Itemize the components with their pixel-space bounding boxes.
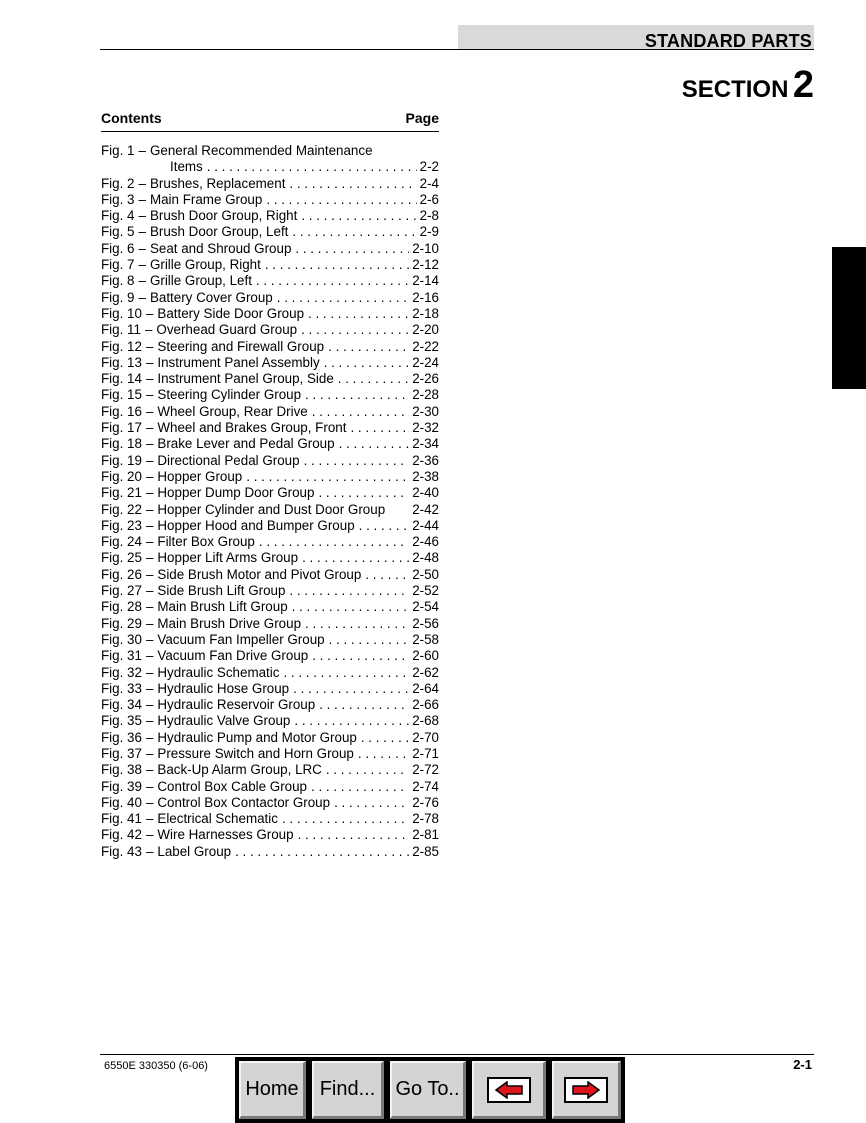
toc-figure-number: Fig. 23 bbox=[101, 517, 142, 533]
toc-page-number: 2-85 bbox=[412, 843, 439, 859]
toc-title: Label Group bbox=[157, 843, 232, 859]
toc-figure-number: Fig. 3 bbox=[101, 191, 135, 207]
toc-entry[interactable] bbox=[101, 795, 439, 811]
toc-leader-dots bbox=[265, 257, 409, 273]
toc-entry[interactable] bbox=[101, 632, 439, 648]
toc-figure-number: Fig. 9 bbox=[101, 289, 135, 305]
toc-title: Main Brush Lift Group bbox=[157, 599, 288, 615]
toc-entry[interactable] bbox=[101, 436, 439, 452]
toc-leader-dots bbox=[308, 306, 409, 322]
home-button[interactable]: Home bbox=[239, 1061, 306, 1119]
toc-entry[interactable] bbox=[101, 779, 439, 795]
toc-dash: – bbox=[145, 697, 154, 713]
toc-dash: – bbox=[145, 485, 154, 501]
toc-title: Wheel and Brakes Group, Front bbox=[157, 420, 347, 436]
toc-leader-dots bbox=[301, 322, 409, 338]
toc-entry[interactable] bbox=[101, 665, 439, 681]
toc-dash: – bbox=[145, 436, 154, 452]
toc-title: Hopper Dump Door Group bbox=[157, 485, 315, 501]
toc-leader-dots bbox=[319, 697, 409, 713]
toc-title: Hydraulic Pump and Motor Group bbox=[157, 729, 357, 745]
toc-dash: – bbox=[145, 615, 154, 631]
toc-figure-number: Fig. 31 bbox=[101, 648, 142, 664]
toc-title: Brush Door Group, Left bbox=[149, 224, 289, 240]
toc-leader-dots bbox=[266, 192, 416, 208]
toc-leader-dots bbox=[207, 159, 417, 175]
toc-title: Steering Cylinder Group bbox=[157, 387, 302, 403]
toc-page-number: 2-76 bbox=[412, 794, 439, 810]
back-button[interactable] bbox=[472, 1061, 546, 1119]
toc-entry[interactable] bbox=[101, 534, 439, 550]
toc-entry[interactable] bbox=[101, 453, 439, 469]
toc-leader-dots bbox=[324, 355, 410, 371]
footer-rule bbox=[100, 1054, 814, 1055]
toc-figure-number: Fig. 17 bbox=[101, 420, 142, 436]
section-word: SECTION bbox=[681, 76, 789, 103]
toc-page-number: 2-64 bbox=[412, 680, 439, 696]
toc-figure-number: Fig. 42 bbox=[101, 827, 142, 843]
toc-title: Vacuum Fan Impeller Group bbox=[157, 631, 325, 647]
toc-title: Directional Pedal Group bbox=[157, 452, 300, 468]
toc-title: Main Frame Group bbox=[149, 191, 263, 207]
toc-dash: – bbox=[145, 338, 154, 354]
toc-entry[interactable] bbox=[101, 518, 439, 534]
contents-label: Contents bbox=[101, 110, 162, 126]
toc-title: General Recommended Maintenance bbox=[149, 143, 373, 158]
toc-page-number: 2-34 bbox=[412, 436, 439, 452]
toc-entry[interactable] bbox=[101, 355, 439, 371]
toc-figure-number: Fig. 11 bbox=[101, 322, 141, 338]
toc-title: Overhead Guard Group bbox=[156, 322, 298, 338]
toc-page-number: 2-9 bbox=[419, 224, 439, 240]
toc-dash: – bbox=[145, 517, 154, 533]
toc-leader-dots bbox=[305, 387, 409, 403]
toc-dash: – bbox=[138, 191, 146, 207]
toc-entry[interactable] bbox=[101, 176, 439, 192]
contents-rule bbox=[101, 131, 439, 132]
toc-title: Hydraulic Schematic bbox=[157, 664, 280, 680]
toc-leader-dots bbox=[289, 176, 416, 192]
toc-dash: – bbox=[144, 322, 153, 338]
toc-dash: – bbox=[145, 811, 154, 827]
toc-figure-number: Fig. 22 bbox=[101, 501, 142, 517]
toc-title: Hopper Group bbox=[157, 468, 243, 484]
toc-figure-number: Fig. 24 bbox=[101, 534, 142, 550]
toc-page-number: 2-30 bbox=[412, 403, 439, 419]
toc-page-number: 2-72 bbox=[412, 762, 439, 778]
toc-leader-dots bbox=[305, 616, 409, 632]
toc-entry[interactable] bbox=[101, 550, 439, 566]
toc-title: Hopper Cylinder and Dust Door Group bbox=[157, 501, 386, 517]
toc-page-number: 2-40 bbox=[412, 485, 439, 501]
toc-leader-dots bbox=[246, 469, 409, 485]
toc-dash: – bbox=[145, 420, 154, 436]
toc-page-number: 2-54 bbox=[412, 599, 439, 615]
toc-figure-number: Fig. 7 bbox=[101, 257, 135, 273]
toc-figure-number: Fig. 30 bbox=[101, 631, 142, 647]
toc-dash: – bbox=[138, 175, 146, 191]
toc-figure-number: Fig. 26 bbox=[101, 566, 142, 582]
toc-figure-number: Fig. 20 bbox=[101, 468, 142, 484]
toc-figure-number: Fig. 32 bbox=[101, 664, 142, 680]
toc-leader-dots bbox=[326, 762, 409, 778]
toc-figure-number: Fig. 38 bbox=[101, 762, 142, 778]
toc-dash: – bbox=[145, 354, 154, 370]
toc-entry[interactable] bbox=[101, 143, 439, 159]
toc-figure-number: Fig. 2 bbox=[101, 175, 135, 191]
toc-title: Hopper Hood and Bumper Group bbox=[157, 517, 355, 533]
toc-dash: – bbox=[145, 713, 154, 729]
toc-leader-dots bbox=[339, 436, 410, 452]
toc-title: Pressure Switch and Horn Group bbox=[157, 745, 354, 761]
section-heading bbox=[682, 64, 814, 107]
toc-entry[interactable] bbox=[101, 762, 439, 778]
toc-title: Back-Up Alarm Group, LRC bbox=[157, 762, 322, 778]
toc-page-number: 2-24 bbox=[412, 354, 439, 370]
toc-title: Control Box Cable Group bbox=[157, 778, 307, 794]
toc-title: Filter Box Group bbox=[157, 534, 255, 550]
toc-title: Instrument Panel Assembly bbox=[157, 354, 320, 370]
toc-entry[interactable] bbox=[101, 404, 439, 420]
toc-leader-dots bbox=[328, 339, 409, 355]
toc-page-number: 2-48 bbox=[412, 550, 439, 566]
toc-dash: – bbox=[145, 843, 154, 859]
toc-leader-dots bbox=[283, 665, 409, 681]
toc-entry[interactable] bbox=[101, 844, 439, 860]
toc-dash: – bbox=[145, 550, 154, 566]
toc-page-number: 2-2 bbox=[419, 159, 439, 175]
toc-leader-dots bbox=[359, 518, 410, 534]
toc-figure-number: Fig. 18 bbox=[101, 436, 142, 452]
toc-leader-dots bbox=[293, 681, 409, 697]
toc-figure-number: Fig. 34 bbox=[101, 697, 142, 713]
toc-dash: – bbox=[145, 566, 154, 582]
toc-dash: – bbox=[145, 452, 154, 468]
toc-figure-number: Fig. 14 bbox=[101, 371, 142, 387]
toc-page-number: 2-18 bbox=[412, 305, 439, 321]
toc-title: Vacuum Fan Drive Group bbox=[157, 648, 309, 664]
toc-dash: – bbox=[145, 762, 154, 778]
toc-figure-number: Fig. 39 bbox=[101, 778, 142, 794]
toc-dash: – bbox=[145, 501, 154, 517]
toc-dash: – bbox=[138, 143, 146, 158]
toc-entry[interactable] bbox=[101, 290, 439, 306]
toc-entry[interactable] bbox=[101, 306, 439, 322]
toc-dash: – bbox=[145, 664, 154, 680]
toc-figure-number: Fig. 43 bbox=[101, 843, 142, 859]
toc-leader-dots bbox=[295, 241, 409, 257]
contents-header bbox=[101, 110, 439, 130]
toc-entry[interactable] bbox=[101, 811, 439, 827]
toc-page-number: 2-38 bbox=[412, 468, 439, 484]
toc-title: Seat and Shroud Group bbox=[149, 240, 292, 256]
toc-dash: – bbox=[145, 583, 154, 599]
toc-entry[interactable] bbox=[101, 257, 439, 273]
toc-title: Side Brush Lift Group bbox=[157, 583, 286, 599]
toc-dash: – bbox=[145, 305, 154, 321]
toc-figure-number: Fig. 36 bbox=[101, 729, 142, 745]
toc-entry[interactable] bbox=[101, 159, 439, 175]
toc-entry[interactable] bbox=[101, 502, 439, 518]
toc-dash: – bbox=[145, 371, 154, 387]
toc-entry[interactable] bbox=[101, 713, 439, 729]
toc-entry[interactable] bbox=[101, 469, 439, 485]
toc-entry[interactable] bbox=[101, 241, 439, 257]
toc-figure-number: Fig. 6 bbox=[101, 240, 135, 256]
toc-page-number: 2-60 bbox=[412, 648, 439, 664]
toc-title: Battery Side Door Group bbox=[157, 305, 305, 321]
toc-page-number: 2-20 bbox=[412, 322, 439, 338]
toc-leader-dots bbox=[292, 599, 410, 615]
toc-entry[interactable] bbox=[101, 224, 439, 240]
toc-dash: – bbox=[145, 468, 154, 484]
toc-figure-number: Fig. 21 bbox=[101, 485, 142, 501]
toc-entry[interactable] bbox=[101, 420, 439, 436]
toc-figure-number: Fig. 8 bbox=[101, 273, 135, 289]
toc-dash: – bbox=[138, 257, 146, 273]
toc-figure-number: Fig. 35 bbox=[101, 713, 142, 729]
toc-entry[interactable] bbox=[101, 485, 439, 501]
toc-leader-dots bbox=[302, 550, 409, 566]
toc-page-number: 2-14 bbox=[412, 273, 439, 289]
toc-dash: – bbox=[145, 794, 154, 810]
toc-leader-dots bbox=[292, 224, 416, 240]
toc-dash: – bbox=[145, 648, 154, 664]
toc-dash: – bbox=[145, 599, 154, 615]
toc-page-number: 2-66 bbox=[412, 697, 439, 713]
toc-page-number: 2-42 bbox=[412, 501, 439, 517]
toc-leader-dots bbox=[289, 583, 409, 599]
toc-entry[interactable] bbox=[101, 208, 439, 224]
toc-title: Hydraulic Valve Group bbox=[157, 713, 291, 729]
toc-page-number: 2-78 bbox=[412, 811, 439, 827]
toc-entry[interactable] bbox=[101, 583, 439, 599]
toc-page-number: 2-12 bbox=[412, 257, 439, 273]
page-number: 2-1 bbox=[793, 1057, 812, 1072]
toc-figure-number: Fig. 12 bbox=[101, 338, 142, 354]
section-tab-marker bbox=[832, 247, 866, 389]
toc-figure-number: Fig. 37 bbox=[101, 745, 142, 761]
toc-leader-dots bbox=[294, 713, 409, 729]
toc-page-number: 2-56 bbox=[412, 615, 439, 631]
toc-leader-dots bbox=[318, 485, 409, 501]
toc-leader-dots bbox=[282, 811, 409, 827]
toc-title: Hopper Lift Arms Group bbox=[157, 550, 299, 566]
toc-title: Grille Group, Left bbox=[149, 273, 252, 289]
toc-title: Grille Group, Right bbox=[149, 257, 261, 273]
toc-page-number: 2-16 bbox=[412, 289, 439, 305]
toc-leader-dots bbox=[304, 453, 410, 469]
toc-page-number: 2-28 bbox=[412, 387, 439, 403]
toc-leader-dots bbox=[358, 746, 409, 762]
toc-entry[interactable] bbox=[101, 599, 439, 615]
toc-page-number: 2-22 bbox=[412, 338, 439, 354]
toc-page-number: 2-52 bbox=[412, 583, 439, 599]
toc-page-number: 2-70 bbox=[412, 729, 439, 745]
toc-entry[interactable] bbox=[101, 322, 439, 338]
toc-title: Instrument Panel Group, Side bbox=[157, 371, 334, 387]
toc-leader-dots bbox=[312, 648, 409, 664]
toc-title: Steering and Firewall Group bbox=[157, 338, 325, 354]
toc-figure-number: Fig. 1 bbox=[101, 143, 135, 158]
toc-page-number: 2-46 bbox=[412, 534, 439, 550]
toc-figure-number: Fig. 28 bbox=[101, 599, 142, 615]
toc-dash: – bbox=[145, 403, 154, 419]
toc-leader-dots bbox=[298, 827, 410, 843]
find-button[interactable]: Find... bbox=[312, 1061, 384, 1119]
toc-dash: – bbox=[138, 240, 146, 256]
toc-entry[interactable] bbox=[101, 616, 439, 632]
toc-title: Brush Door Group, Right bbox=[149, 208, 298, 224]
toc-title: Brake Lever and Pedal Group bbox=[157, 436, 335, 452]
toc-entry[interactable] bbox=[101, 746, 439, 762]
toc-entry[interactable] bbox=[101, 827, 439, 843]
toc-page-number: 2-71 bbox=[412, 745, 439, 761]
toc-title: Items bbox=[170, 159, 203, 175]
toc-page-number: 2-58 bbox=[412, 631, 439, 647]
toc-entry[interactable] bbox=[101, 730, 439, 746]
toc-figure-number: Fig. 16 bbox=[101, 403, 142, 419]
toc-figure-number: Fig. 29 bbox=[101, 615, 142, 631]
toc-title: Control Box Contactor Group bbox=[157, 794, 331, 810]
toc-figure-number: Fig. 40 bbox=[101, 794, 142, 810]
toc-page-number: 2-4 bbox=[419, 175, 439, 191]
header-title: STANDARD PARTS bbox=[644, 31, 812, 51]
toc-entry[interactable] bbox=[101, 567, 439, 583]
toc-leader-dots bbox=[277, 290, 409, 306]
toc-page-number: 2-74 bbox=[412, 778, 439, 794]
toc-title: Electrical Schematic bbox=[157, 811, 278, 827]
toc-page-number: 2-81 bbox=[412, 827, 439, 843]
toc-leader-dots bbox=[256, 273, 409, 289]
toc-title: Main Brush Drive Group bbox=[157, 615, 302, 631]
toc-leader-dots bbox=[334, 795, 409, 811]
toc-page-number: 2-10 bbox=[412, 240, 439, 256]
toc-figure-number: Fig. 19 bbox=[101, 452, 142, 468]
toc-page-number: 2-26 bbox=[412, 371, 439, 387]
toc-entry[interactable] bbox=[101, 681, 439, 697]
toc-title: Hydraulic Reservoir Group bbox=[157, 697, 316, 713]
toc-dash: – bbox=[145, 778, 154, 794]
toc-leader-dots bbox=[338, 371, 409, 387]
toc-dash: – bbox=[145, 745, 154, 761]
toc-dash: – bbox=[145, 387, 154, 403]
toc-figure-number: Fig. 33 bbox=[101, 680, 142, 696]
toc-page-number: 2-50 bbox=[412, 566, 439, 582]
toc-figure-number: Fig. 25 bbox=[101, 550, 142, 566]
document-code: 6550E 330350 (6-06) bbox=[104, 1060, 208, 1072]
toc-leader-dots bbox=[365, 567, 409, 583]
toc-title: Brushes, Replacement bbox=[149, 175, 286, 191]
toc-page-number: 2-68 bbox=[412, 713, 439, 729]
goto-button[interactable]: Go To.. bbox=[390, 1061, 466, 1119]
toc-figure-number: Fig. 5 bbox=[101, 224, 135, 240]
section-number: 2 bbox=[792, 64, 814, 106]
toc-title: Battery Cover Group bbox=[149, 289, 273, 305]
toc-title: Wheel Group, Rear Drive bbox=[157, 403, 308, 419]
toc-figure-number: Fig. 10 bbox=[101, 305, 142, 321]
toc-entry[interactable] bbox=[101, 339, 439, 355]
toc-page-number: 2-36 bbox=[412, 452, 439, 468]
toc-title: Hydraulic Hose Group bbox=[157, 680, 290, 696]
toc-leader-dots bbox=[350, 420, 409, 436]
right-arrow-icon bbox=[564, 1077, 608, 1103]
toc-title: Wire Harnesses Group bbox=[157, 827, 294, 843]
toc-entry[interactable] bbox=[101, 697, 439, 713]
toc-entry[interactable] bbox=[101, 387, 439, 403]
toc-page-number: 2-32 bbox=[412, 420, 439, 436]
toc-page-number: 2-6 bbox=[419, 191, 439, 207]
toc-leader-dots bbox=[235, 844, 409, 860]
toc-entry[interactable] bbox=[101, 648, 439, 664]
toc-dash: – bbox=[138, 224, 146, 240]
toc-figure-number: Fig. 13 bbox=[101, 354, 142, 370]
toc-dash: – bbox=[145, 827, 154, 843]
toc-figure-number: Fig. 4 bbox=[101, 208, 135, 224]
left-arrow-icon bbox=[487, 1077, 531, 1103]
page-column-label: Page bbox=[405, 110, 439, 126]
toc-leader-dots bbox=[259, 534, 409, 550]
toc-title: Side Brush Motor and Pivot Group bbox=[157, 566, 362, 582]
forward-button[interactable] bbox=[552, 1061, 621, 1119]
toc-dash: – bbox=[145, 631, 154, 647]
toc-entry[interactable] bbox=[101, 273, 439, 289]
toc-entry[interactable] bbox=[101, 192, 439, 208]
toc-page-number: 2-62 bbox=[412, 664, 439, 680]
table-of-contents bbox=[101, 143, 439, 860]
toc-leader-dots bbox=[329, 632, 410, 648]
toc-dash: – bbox=[145, 729, 154, 745]
toc-dash: – bbox=[145, 534, 154, 550]
toc-figure-number: Fig. 27 bbox=[101, 583, 142, 599]
toc-figure-number: Fig. 41 bbox=[101, 811, 142, 827]
toc-leader-dots bbox=[301, 208, 416, 224]
toc-figure-number: Fig. 15 bbox=[101, 387, 142, 403]
toc-page-number: 2-8 bbox=[419, 208, 439, 224]
toc-leader-dots bbox=[311, 779, 409, 795]
toc-page-number: 2-44 bbox=[412, 517, 439, 533]
toc-leader-dots bbox=[312, 404, 409, 420]
toc-dash: – bbox=[138, 289, 146, 305]
toc-dash: – bbox=[138, 208, 146, 224]
toc-dash: – bbox=[138, 273, 146, 289]
toc-entry[interactable] bbox=[101, 371, 439, 387]
toc-dash: – bbox=[145, 680, 154, 696]
toc-leader-dots bbox=[361, 730, 409, 746]
